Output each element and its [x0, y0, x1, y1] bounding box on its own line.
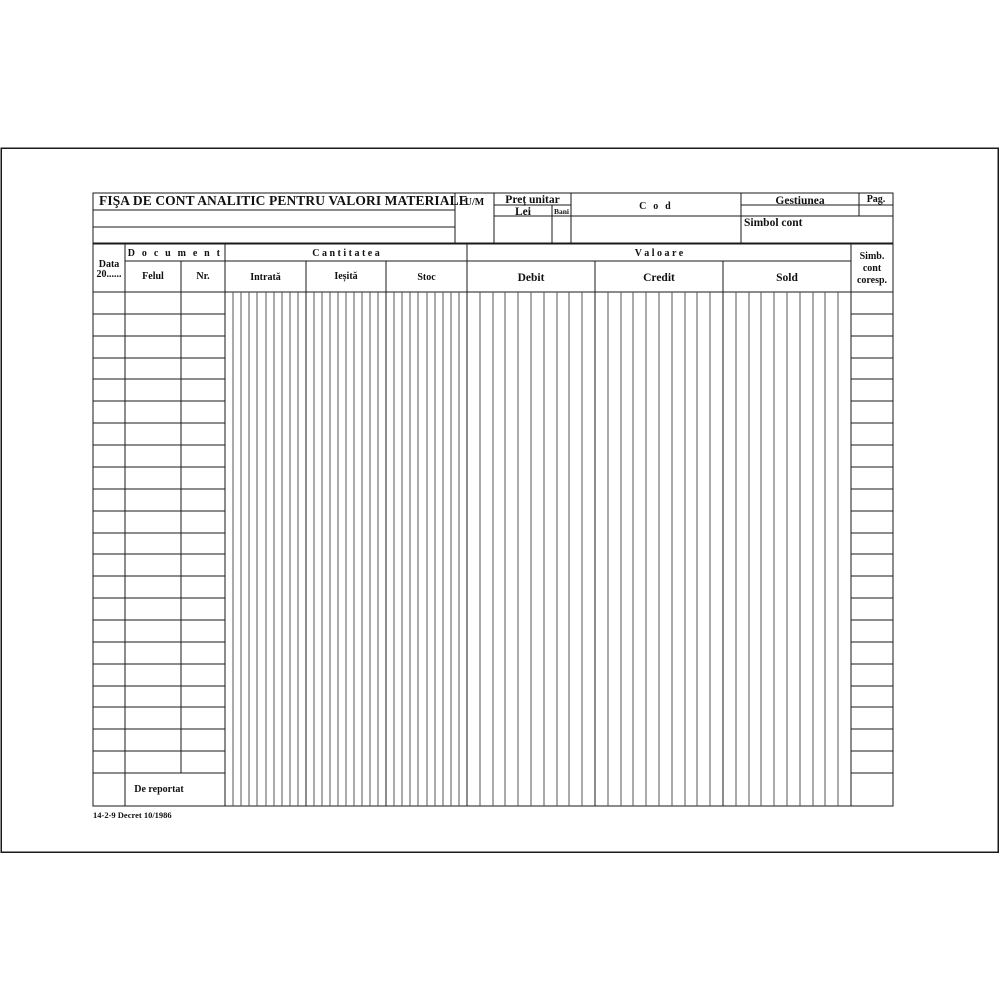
- um-label: U/M: [464, 197, 485, 208]
- cont-label: cont: [862, 263, 882, 274]
- valoare-label: V a l o a r e: [634, 248, 684, 259]
- lei-label: Lei: [515, 206, 531, 218]
- form-code: 14-2-9 Decret 10/1986: [93, 810, 172, 820]
- nr-label: Nr.: [196, 271, 210, 282]
- sold-label: Sold: [776, 272, 798, 284]
- pret-unitar-label: Preț unitar: [505, 194, 560, 206]
- digit-subcolumn-lines: [233, 292, 838, 806]
- pag-label: Pag.: [866, 194, 886, 205]
- stoc-label: Stoc: [417, 272, 436, 283]
- form-title: FIŞA DE CONT ANALITIC PENTRU VALORI MATERIALE: [99, 193, 468, 208]
- bani-label: Bani: [553, 207, 569, 216]
- gestiunea-label: Gestiunea: [775, 195, 825, 207]
- coresp-label: coresp.: [856, 275, 888, 286]
- debit-label: Debit: [517, 272, 545, 284]
- data-column-label: Data: [98, 259, 120, 270]
- document-label: D o c u m e n t: [127, 248, 223, 259]
- de-reportat-label: De reportat: [134, 784, 184, 795]
- simbol-cont-label: Simbol cont: [744, 217, 803, 229]
- felul-label: Felul: [142, 271, 164, 282]
- credit-label: Credit: [643, 272, 675, 284]
- data-year-label: 20......: [96, 269, 122, 280]
- cantitatea-label: C a n t i t a t e a: [312, 248, 380, 259]
- intrata-label: Intrată: [250, 272, 281, 283]
- iesita-label: Ieșită: [334, 271, 358, 282]
- simb-label: Simb.: [859, 251, 885, 262]
- cod-label: C o d: [639, 201, 673, 212]
